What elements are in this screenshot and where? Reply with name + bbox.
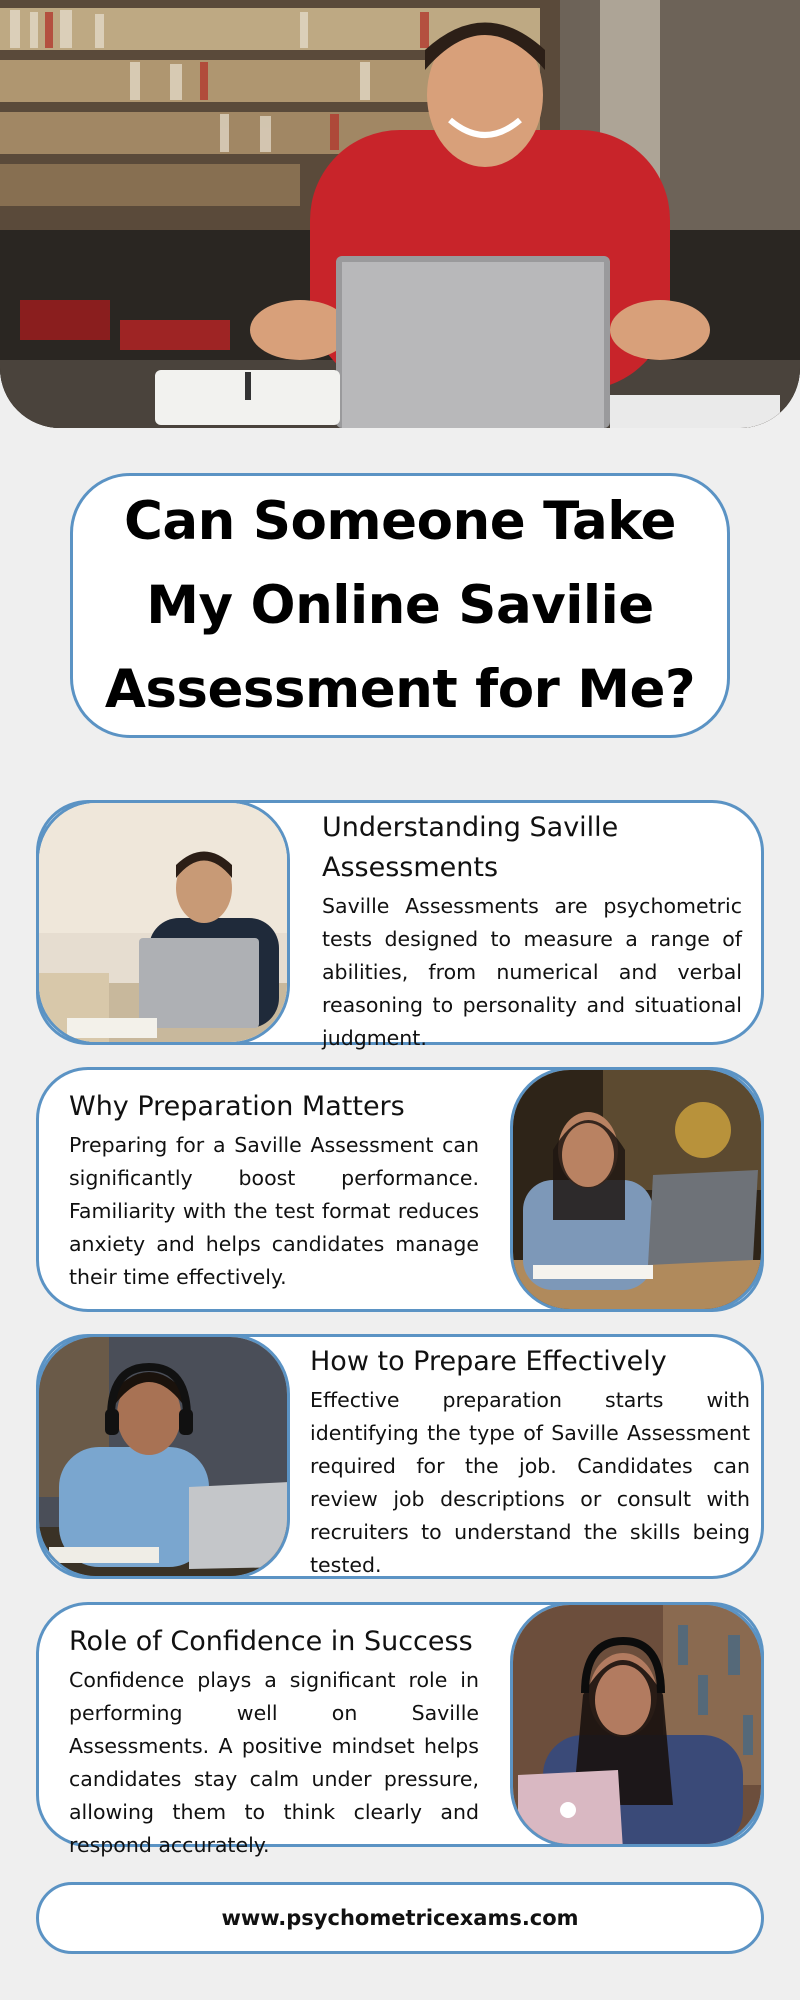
section-card-confidence	[36, 1602, 764, 1857]
section-heading: How to Prepare Effectively	[310, 1346, 667, 1377]
footer-url-link[interactable]: www.psychometricexams.com	[221, 1906, 579, 1930]
section-card-understanding	[36, 800, 764, 1050]
section-body: Effective preparation starts with identifying the type of Saville Assessment required for the job. Candidates can review job descriptions or consult with recruiters to understand the skills being tested.	[310, 1388, 750, 1577]
section-body: Saville Assessments are psychometric tests designed to measure a range of abilities, from numerical and verbal reasoning to personality and situational judgment.	[322, 894, 742, 1050]
title-box	[70, 473, 730, 738]
section-card-preparation	[36, 1067, 764, 1312]
footer-url-bar	[36, 1882, 764, 1954]
section-photo	[510, 1067, 764, 1312]
section-card-how-to-prepare	[36, 1334, 764, 1579]
section-photo	[36, 1334, 290, 1579]
section-body: Preparing for a Saville Assessment can significantly boost performance. Familiarity with the test format reduces anxiety and helps candidates manage their time effectively.	[69, 1133, 479, 1289]
section-heading: Why Preparation Matters	[69, 1091, 405, 1122]
hero-photo	[0, 0, 800, 428]
section-body: Confidence plays a significant role in performing well on Saville Assessments. A positive mindset helps candidates stay calm under pressure, allowing them to think clearly and respond accurately.	[69, 1668, 479, 1857]
section-heading: Role of Confidence in Success	[69, 1626, 473, 1657]
page-title: Can Someone Take My Online Savilie Assessment for Me?	[104, 490, 696, 720]
section-heading: Understanding Saville Assessments	[322, 812, 619, 883]
section-photo	[510, 1602, 764, 1847]
section-photo	[36, 800, 290, 1045]
